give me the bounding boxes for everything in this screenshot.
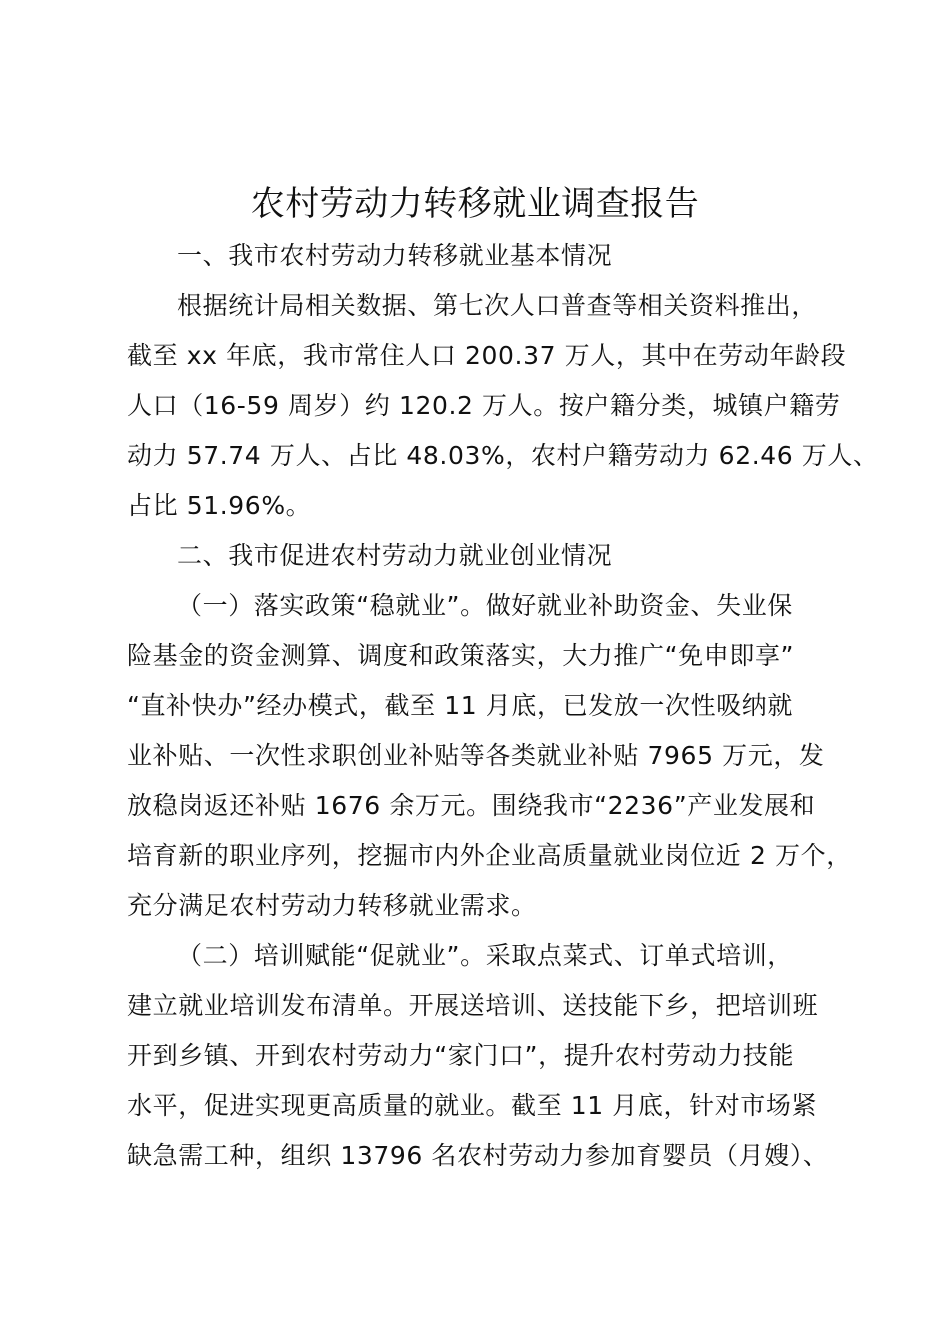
section-heading-1: 一、我市农村劳动力转移就业基本情况 [177, 241, 613, 270]
section-heading-2: 二、我市促进农村劳动力就业创业情况 [177, 541, 613, 570]
paragraph-line: 开到乡镇、开到农村劳动力“家门口”，提升农村劳动力技能 [127, 1041, 795, 1070]
paragraph-line: 根据统计局相关数据、第七次人口普查等相关资料推出， [177, 291, 818, 320]
paragraph-line: 业补贴、一次性求职创业补贴等各类就业补贴 7965 万元，发 [127, 741, 825, 770]
paragraph-line: “直补快办”经办模式，截至 11 月底，已发放一次性吸纳就 [127, 691, 794, 720]
paragraph-line: 险基金的资金测算、调度和政策落实，大力推广“免申即享” [127, 641, 795, 670]
paragraph-line: 动力 57.74 万人、占比 48.03%，农村户籍劳动力 62.46 万人、 [127, 441, 879, 470]
paragraph-line: 人口（16-59 周岁）约 120.2 万人。按户籍分类，城镇户籍劳 [127, 391, 841, 420]
paragraph-line: 培育新的职业序列，挖掘市内外企业高质量就业岗位近 2 万个， [127, 841, 852, 870]
paragraph-line: 放稳岗返还补贴 1676 余万元。围绕我市“2236”产业发展和 [127, 791, 816, 820]
paragraph-line: 缺急需工种，组织 13796 名农村劳动力参加育婴员（月嫂）、 [127, 1141, 829, 1170]
paragraph-line: 建立就业培训发布清单。开展送培训、送技能下乡，把培训班 [127, 991, 819, 1020]
paragraph-line: （二）培训赋能“促就业”。采取点菜式、订单式培训， [177, 941, 793, 970]
paragraph-line: 截至 xx 年底，我市常住人口 200.37 万人，其中在劳动年龄段 [127, 341, 847, 370]
paragraph-line: （一）落实政策“稳就业”。做好就业补助资金、失业保 [177, 591, 793, 620]
paragraph-line: 占比 51.96%。 [127, 491, 312, 520]
document-title: 农村劳动力转移就业调查报告 [250, 184, 700, 224]
paragraph-line: 水平，促进实现更高质量的就业。截至 11 月底，针对市场紧 [127, 1091, 818, 1120]
paragraph-line: 充分满足农村劳动力转移就业需求。 [127, 891, 537, 920]
